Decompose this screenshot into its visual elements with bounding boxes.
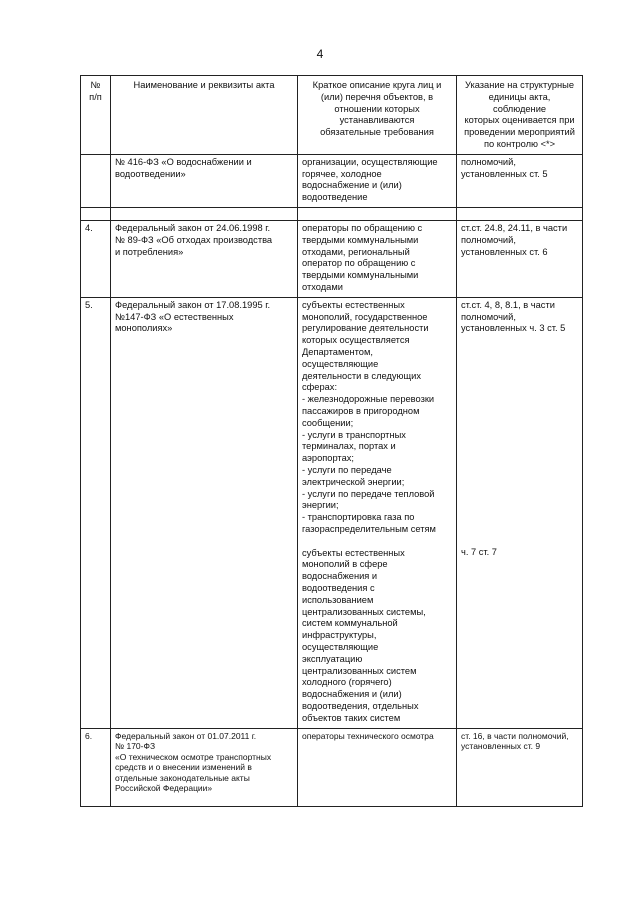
header-struct: Указание на структурные единицы акта, соблюдение которых оценивается при проведении мероприятий по контролю <*> [457,76,583,155]
row-desc: субъекты естественных монополий, государственное регулирование деятельности которых осуществляется Департаментом, осуществляющие деятельности в следующих сферах: - железнодорожные перевозки пассажиров в пригородном сообщении; - услуги в транспортных терминалах, портах и аэропортах; - услуги по передаче электрической энергии; - услуги по передаче тепловой энергии; - транспортировка газа по газораспределительным сетям [302,299,436,534]
header-num: № п/п [81,76,111,155]
row-name: Федеральный закон от 24.06.1998 г. № 89-ФЗ «Об отходах производства и потребления» [111,220,298,297]
acts-table [80,75,583,807]
row-name: № 416-ФЗ «О водоснабжении и водоотведении» [111,154,298,207]
row-name: Федеральный закон от 17.08.1995 г. №147-ФЗ «О естественных монополиях» [111,297,298,728]
row-desc-cell [298,297,457,728]
table-row [81,297,583,728]
row-spacer [81,207,583,220]
row-desc-2: субъекты естественных монополий в сфере водоснабжения и водоотведения с использованием централизованных системы, систем коммунальной инфраструктуры, осуществляющие эксплуатацию централизованных систем холодного (горячего) водоснабжения и (или) водоотведения, отдельных объектов таких систем [302,547,426,723]
row-num: 4. [81,220,111,297]
page-number: 4 [316,47,324,61]
spacer [302,536,452,548]
table-row [81,154,583,207]
row-struct: ст.ст. 24.8, 24.11, в части полномочий, установленных ст. 6 [457,220,583,297]
row-struct: ст.ст. 4, 8, 8.1, в части полномочий, установленных ч. 3 ст. 5 [461,299,566,334]
table-row [81,220,583,297]
row-desc: операторы технического осмотра [298,728,457,806]
row-num [81,154,111,207]
row-name: Федеральный закон от 01.07.2011 г. № 170-ФЗ «О техническом осмотре транспортных средств и о внесении изменений в отдельные законодательные акты Российской Федерации» [111,728,298,806]
row-struct: полномочий, установленных ст. 5 [457,154,583,207]
spacer [461,335,578,547]
row-num: 5. [81,297,111,728]
table-row [81,728,583,806]
header-name: Наименование и реквизиты акта [111,76,298,155]
row-struct-2: ч. 7 ст. 7 [461,547,497,558]
table-header-row [81,76,583,155]
row-desc: операторы по обращению с твердыми коммунальными отходами, региональный оператор по обращению с твердыми коммунальными отходами [298,220,457,297]
row-struct: ст. 16, в части полномочий, установленных ст. 9 [457,728,583,806]
row-num: 6. [81,728,111,806]
header-desc: Краткое описание круга лиц и (или) перечня объектов, в отношении которых устанавливаются обязательные требования [298,76,457,155]
row-desc: организации, осуществляющие горячее, холодное водоснабжение и (или) водоотведение [298,154,457,207]
row-struct-cell [457,297,583,728]
